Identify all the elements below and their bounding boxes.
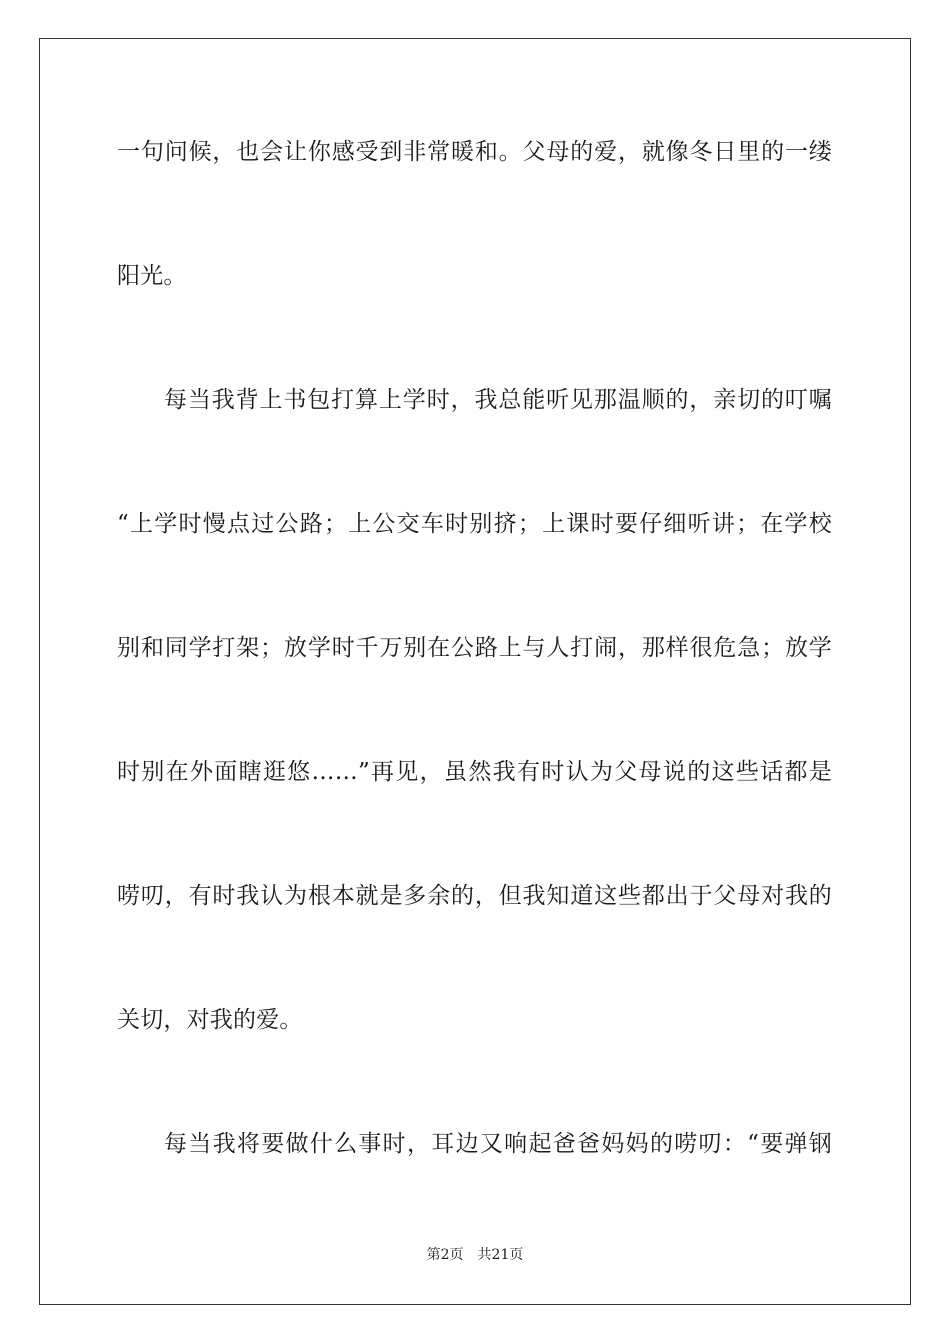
text-line-5: 别和同学打架；放学时千万别在公路上与人打闹，那样很危急；放学 [117,635,832,661]
page-number-total: 共21页 [477,1247,524,1263]
text-line-7: 唠叨，有时我认为根本就是多余的，但我知道这些都出于父母对我的 [117,883,832,909]
text-line-8: 关切，对我的爱。 [117,1007,303,1033]
text-line-2: 阳光。 [117,263,187,289]
text-line-1: 一句问候，也会让你感受到非常暖和。父母的爱，就像冬日里的一缕 [117,139,832,165]
page-frame [39,38,911,1305]
text-line-6: 时别在外面瞎逛悠……”再见，虽然我有时认为父母说的这些话都是 [117,759,832,785]
text-line-9: 每当我将要做什么事时，耳边又响起爸爸妈妈的唠叨：“要弹钢 [164,1131,832,1157]
text-line-4: “上学时慢点过公路；上公交车时别挤；上课时要仔细听讲；在学校 [117,511,832,537]
page-footer [0,1246,950,1264]
text-line-3: 每当我背上书包打算上学时，我总能听见那温顺的，亲切的叮嘱 [164,387,832,413]
page-number-current: 第2页 [426,1247,464,1263]
